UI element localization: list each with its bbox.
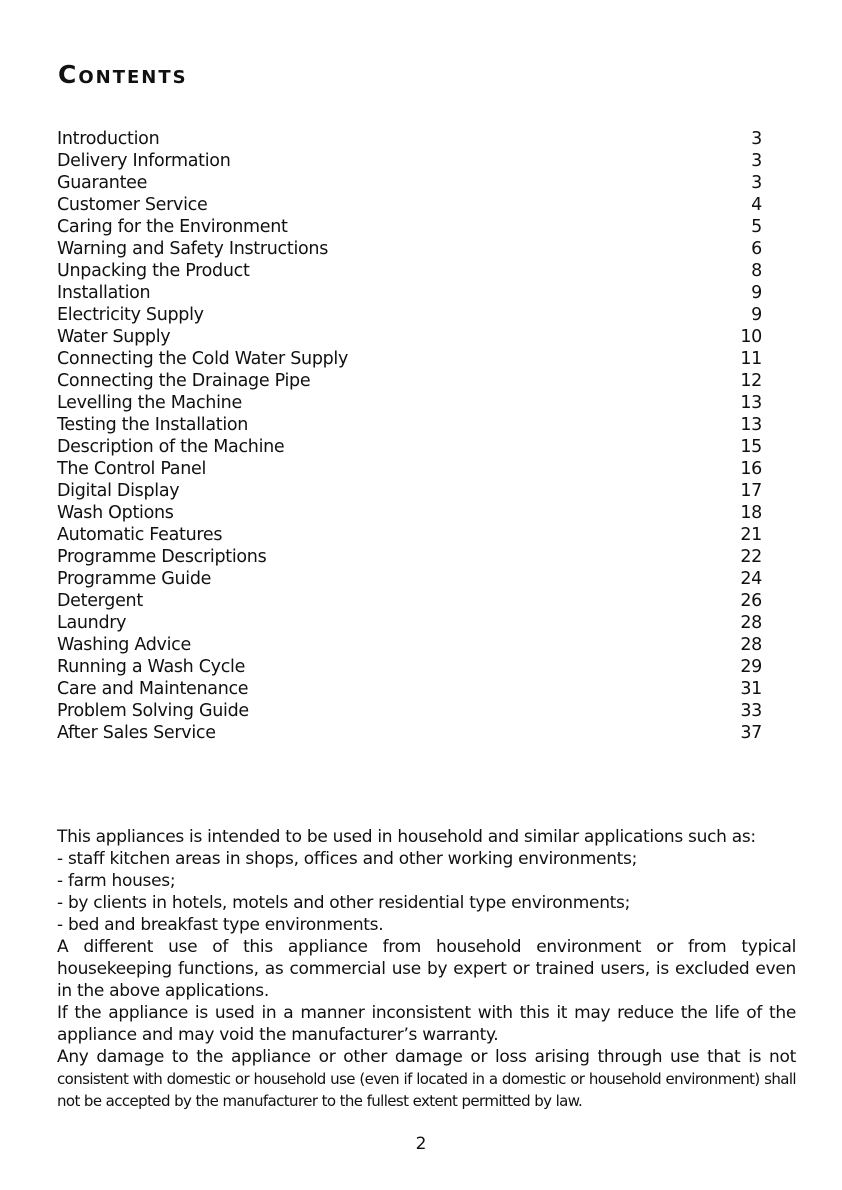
toc-entry [57,722,762,744]
toc-entry-page: 8 [751,261,762,281]
toc-entry-page: 26 [740,591,762,611]
toc-entry [57,480,762,502]
toc-entry [57,524,762,546]
toc-entry-label: Detergent [57,591,143,611]
toc-entry-label: Installation [57,283,151,303]
table-of-contents [57,128,762,744]
toc-entry-page: 17 [740,481,762,501]
toc-entry [57,150,762,172]
toc-entry-page: 31 [740,679,762,699]
page-title: Contents [58,60,188,89]
toc-entry [57,282,762,304]
toc-entry-page: 18 [740,503,762,523]
toc-entry-page: 12 [740,371,762,391]
toc-entry-page: 16 [740,459,762,479]
toc-entry-page: 3 [751,129,762,149]
toc-entry [57,414,762,436]
toc-entry-label: Water Supply [57,327,171,347]
toc-entry-page: 15 [740,437,762,457]
toc-entry-page: 13 [740,415,762,435]
toc-entry-page: 3 [751,151,762,171]
toc-entry [57,458,762,480]
toc-entry [57,634,762,656]
toc-entry [57,238,762,260]
notice-damage-line: Any damage to the appliance or other damage or loss arising through use that is not [57,1047,796,1067]
toc-entry-label: Levelling the Machine [57,393,242,413]
toc-entry-page: 13 [740,393,762,413]
toc-entry [57,436,762,458]
toc-entry-label: Caring for the Environment [57,217,288,237]
toc-entry [57,590,762,612]
toc-entry-page: 24 [740,569,762,589]
toc-entry-page: 28 [740,613,762,633]
toc-entry-page: 22 [740,547,762,567]
toc-entry-page: 29 [740,657,762,677]
page-number: 2 [415,1134,427,1154]
toc-entry [57,128,762,150]
toc-entry-label: Connecting the Cold Water Supply [57,349,349,369]
notice-different-use: A different use of this appliance from household environment or from typical housekeeping functions, as commercial use by expert or trained users, is excluded even in the above applications. [57,937,796,1001]
toc-entry-label: Connecting the Drainage Pipe [57,371,311,391]
notice-intro: This appliances is intended to be used in household and similar applications such as: [57,827,756,847]
toc-entry-page: 3 [751,173,762,193]
toc-entry-label: Testing the Installation [57,415,249,435]
toc-entry-label: Automatic Features [57,525,223,545]
toc-entry-label: Washing Advice [57,635,191,655]
toc-entry [57,656,762,678]
toc-entry-label: Guarantee [57,173,148,193]
notice-item: - bed and breakfast type environments. [57,915,384,935]
usage-notice [57,826,796,1112]
toc-entry [57,216,762,238]
toc-entry-page: 4 [751,195,762,215]
toc-entry [57,172,762,194]
toc-entry-page: 11 [740,349,762,369]
toc-entry [57,260,762,282]
toc-entry-label: Description of the Machine [57,437,285,457]
toc-entry-label: Running a Wash Cycle [57,657,246,677]
toc-entry-label: Electricity Supply [57,305,204,325]
toc-entry-page: 10 [740,327,762,347]
toc-entry [57,502,762,524]
toc-entry-label: Wash Options [57,503,174,523]
toc-entry [57,194,762,216]
notice-item: - by clients in hotels, motels and other residential type environments; [57,893,631,913]
toc-entry-page: 21 [740,525,762,545]
toc-entry-label: Warning and Safety Instructions [57,239,329,259]
toc-entry-label: Programme Guide [57,569,212,589]
toc-entry-page: 33 [740,701,762,721]
toc-entry [57,546,762,568]
toc-entry [57,568,762,590]
notice-item: - farm houses; [57,871,176,891]
toc-entry-label: Digital Display [57,481,180,501]
toc-entry-label: Customer Service [57,195,208,215]
toc-entry [57,392,762,414]
toc-entry-label: Unpacking the Product [57,261,250,281]
toc-entry-label: After Sales Service [57,723,216,743]
toc-entry [57,304,762,326]
toc-entry [57,326,762,348]
toc-entry-label: Programme Descriptions [57,547,267,567]
toc-entry-page: 9 [751,305,762,325]
toc-entry [57,678,762,700]
toc-entry-label: Problem Solving Guide [57,701,249,721]
toc-entry [57,700,762,722]
toc-entry-label: The Control Panel [57,459,207,479]
toc-entry [57,612,762,634]
toc-entry-label: Laundry [57,613,127,633]
toc-entry-page: 37 [740,723,762,743]
toc-entry-page: 6 [751,239,762,259]
toc-entry-label: Care and Maintenance [57,679,249,699]
notice-damage-detail: consistent with domestic or household use (even if located in a domestic or household environment) shall not be accepted by the manufacturer to the fullest extent permitted by law. [57,1070,796,1110]
toc-entry-page: 5 [751,217,762,237]
notice-inconsistent-use: If the appliance is used in a manner inconsistent with this it may reduce the life of the appliance and may void the manufacturer’s warranty. [57,1003,796,1045]
toc-entry-label: Delivery Information [57,151,231,171]
toc-entry [57,370,762,392]
notice-item: - staff kitchen areas in shops, offices and other working environments; [57,849,638,869]
toc-entry [57,348,762,370]
toc-entry-page: 28 [740,635,762,655]
toc-entry-page: 9 [751,283,762,303]
toc-entry-label: Introduction [57,129,160,149]
